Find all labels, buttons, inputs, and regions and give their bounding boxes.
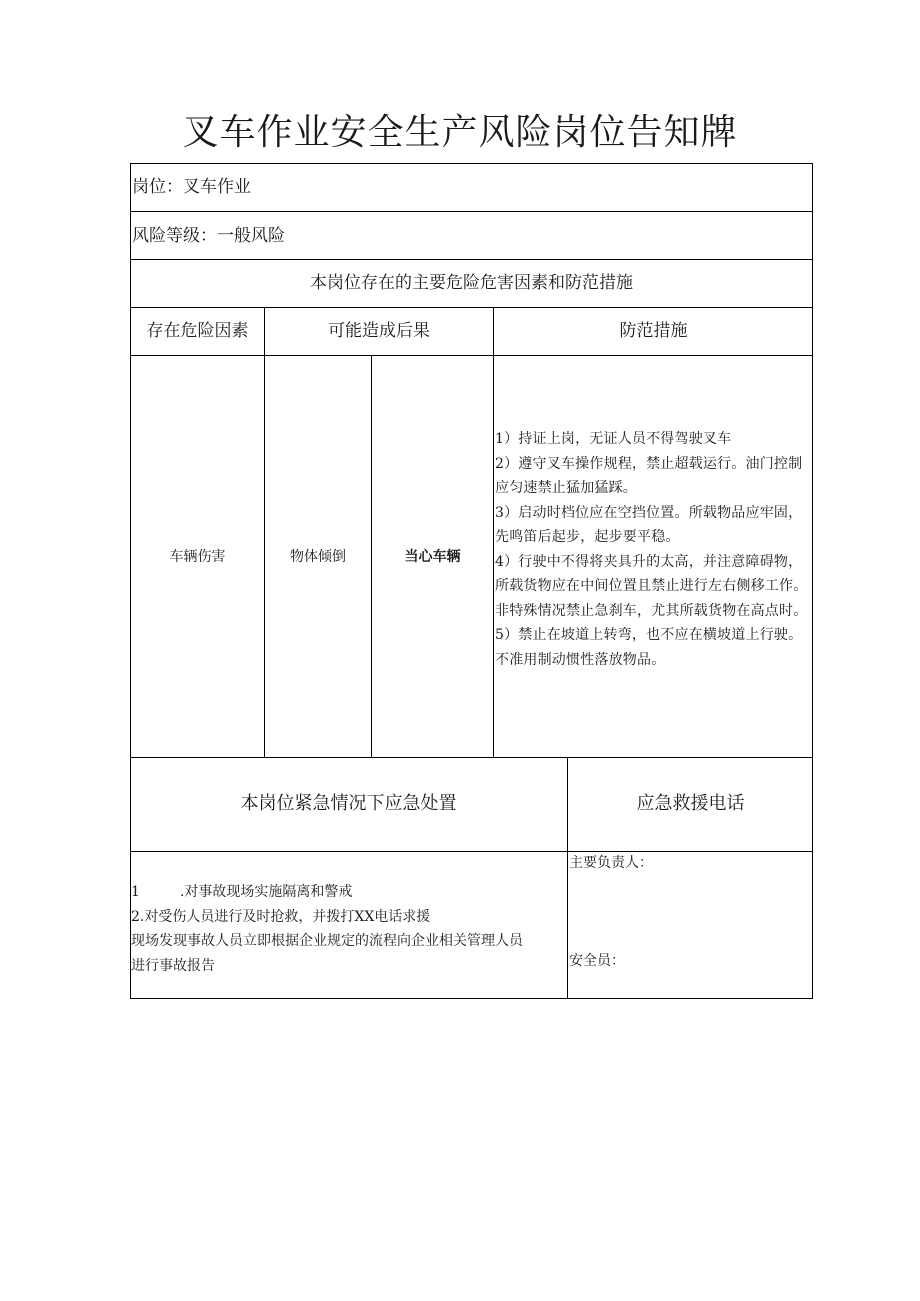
column-header-consequence: 可能造成后果 bbox=[328, 321, 430, 341]
row-divider bbox=[130, 355, 813, 356]
row-divider bbox=[130, 307, 813, 308]
rescue-phone-header: 应急救援电话 bbox=[636, 793, 745, 814]
risk-level-label: 风险等级：一般风险 bbox=[132, 226, 285, 246]
emergency-header: 本岗位紧急情况下应急处置 bbox=[240, 793, 457, 814]
warning-cell: 当心车辆 bbox=[404, 549, 461, 565]
emergency-item: 进行事故报告 bbox=[131, 957, 215, 974]
post-label: 岗位：叉车作业 bbox=[132, 177, 251, 197]
consequence-cell: 物体倾倒 bbox=[290, 549, 346, 565]
measure-item: 3）启动时档位应在空挡位置。所载物品应牢固，先鸣笛后起步，起步要平稳。 bbox=[495, 504, 803, 545]
column-header-measures: 防范措施 bbox=[619, 321, 688, 341]
row-divider bbox=[130, 211, 813, 212]
row-divider bbox=[130, 757, 813, 758]
safety-officer-label: 安全员： bbox=[569, 953, 625, 969]
emergency-item: 1 .对事故现场实施隔离和警戒 bbox=[131, 884, 353, 900]
page-title: 叉车作业安全生产风险岗位告知牌 bbox=[182, 112, 738, 153]
measure-item: 1）持证上岗，无证人员不得驾驶叉车 bbox=[495, 431, 732, 447]
prevention-measures-list bbox=[495, 427, 812, 672]
measure-item: 5）禁止在坡道上转弯，也不应在横坡道上行驶。不准用制动惯性落放物品。 bbox=[495, 627, 803, 668]
emergency-item: 2.对受伤人员进行及时抢救，并拨打XX电话求援 bbox=[131, 908, 431, 925]
column-divider bbox=[264, 307, 265, 758]
measure-item: 4）行驶中不得将夹具升的太高，并注意障碍物，所载货物应在中间位置且禁止进行左右侧移工作。非特殊情况禁止急刹车，尤其所载货物在高点时。 bbox=[495, 553, 808, 619]
row-divider bbox=[130, 259, 813, 260]
row-divider bbox=[130, 851, 813, 852]
measure-item: 2）遵守叉车操作规程，禁止超载运行。油门控制应匀速禁止猛加猛踩。 bbox=[495, 455, 803, 496]
emergency-procedures-list bbox=[131, 880, 565, 978]
section-header: 本岗位存在的主要危险危害因素和防范措施 bbox=[310, 273, 633, 293]
emergency-item: 现场发现事故人员立即根据企业规定的流程向企业相关管理人员 bbox=[131, 933, 523, 949]
hazard-cell: 车辆伤害 bbox=[169, 549, 226, 565]
column-header-hazard: 存在危险因素 bbox=[146, 321, 249, 341]
column-divider bbox=[493, 307, 494, 758]
principal-contact-label: 主要负责人： bbox=[569, 855, 653, 871]
